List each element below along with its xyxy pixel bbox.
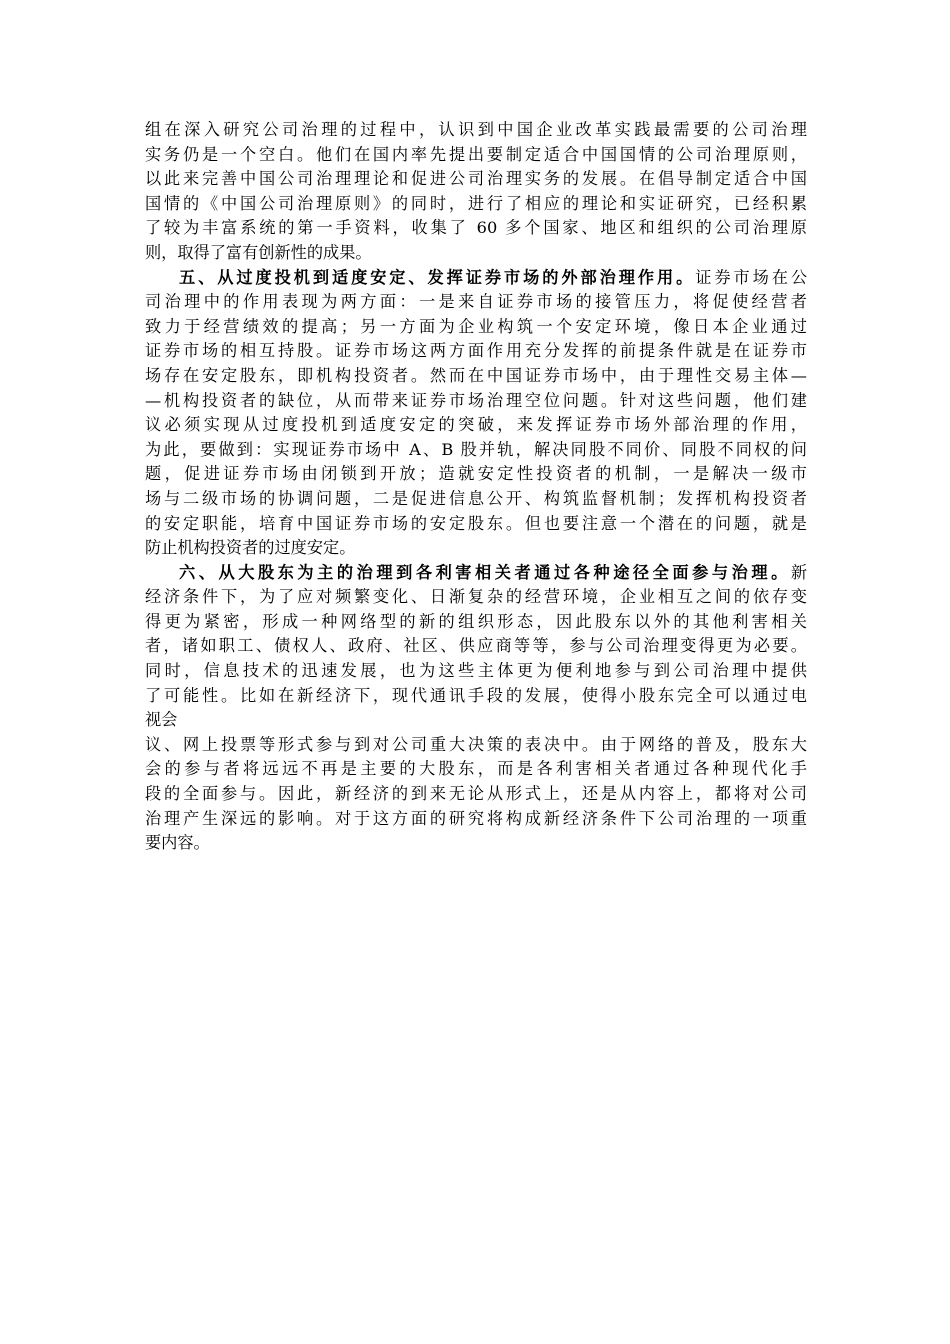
text-line: 证券市场的相互持股。证券市场这两方面作用充分发挥的前提条件就是在证券市 xyxy=(145,341,807,361)
text-line: 议、网上投票等形式参与到对公司重大决策的表决中。由于网络的普及，股东大 xyxy=(145,734,807,754)
text-line: 了可能性。比如在新经济下，现代通讯手段的发展，使得小股东完全可以通过电 xyxy=(145,685,807,705)
section-5-first-line-rest: 证券市场在公 xyxy=(695,267,808,287)
text-line: 题，促进证券市场由闭锁到开放；造就安定性投资者的机制，一是解决一级市 xyxy=(145,464,807,484)
text-line: 得更为紧密，形成一种网络型的新的组织形态，因此股东以外的其他利害相关 xyxy=(145,611,807,631)
text-line: 以此来完善中国公司治理理论和促进公司治理实务的发展。在倡导制定适合中国 xyxy=(145,169,807,189)
text-line: 实务仍是一个空白。他们在国内率先提出要制定适合中国国情的公司治理原则， xyxy=(145,144,807,164)
text-line: 段的全面参与。因此，新经济的到来无论从形式上，还是从内容上，都将对公司 xyxy=(145,784,807,804)
text-line: 司治理中的作用表现为两方面：一是来自证券市场的接管压力，将促使经营者 xyxy=(145,292,807,312)
text-line: 的安定职能，培育中国证券市场的安定股东。但也要注意一个潜在的问题，就是 xyxy=(145,513,807,533)
text-line: 会的参与者将远远不再是主要的大股东，而是各利害相关者通过各种现代化手 xyxy=(145,759,807,779)
section-6-first-line xyxy=(145,561,807,586)
text-line: 为此，要做到：实现证券市场中 A、B 股并轨，解决同股不同价、同股不同权的问 xyxy=(145,439,807,459)
text-line: 国情的《中国公司治理原则》的同时，进行了相应的理论和实证研究，已经积累 xyxy=(145,193,807,213)
text-line: 则，取得了富有创新性的成果。 xyxy=(145,242,372,262)
text-line: —机构投资者的缺位，从而带来证券市场治理空位问题。针对这些问题，他们建 xyxy=(145,390,807,410)
text-line: 组在深入研究公司治理的过程中，认识到中国企业改革实践最需要的公司治理 xyxy=(145,120,807,139)
paragraph-section-5 xyxy=(145,266,807,561)
text-line: 者，诸如职工、债权人、政府、社区、供应商等等，参与公司治理变得更为必要。 xyxy=(145,636,807,656)
text-line: 场与二级市场的协调问题，二是促进信息公开、构筑监督机制；发挥机构投资者 xyxy=(145,488,807,508)
text-line: 同时，信息技术的迅速发展，也为这些主体更为便利地参与到公司治理中提供 xyxy=(145,661,807,681)
text-line: 场存在安定股东，即机构投资者。然而在中国证券市场中，由于理性交易主体— xyxy=(145,365,807,385)
section-6-heading: 六、从大股东为主的治理到各利害相关者通过各种途径全面参与治理。 xyxy=(179,562,791,582)
text-line: 议必须实现从过度投机到适度安定的突破，来发挥证券市场外部治理的作用， xyxy=(145,415,807,435)
text-line: 视会 xyxy=(145,710,178,730)
text-line: 治理产生深远的影响。对于这方面的研究将构成新经济条件下公司治理的一项重 xyxy=(145,808,807,828)
text-line: 经济条件下，为了应对频繁变化、日渐复杂的经营环境，企业相互之间的依存变 xyxy=(145,587,807,607)
document-body xyxy=(145,118,807,856)
paragraph-section-6 xyxy=(145,561,807,856)
paragraph-intro xyxy=(145,118,807,266)
section-5-first-line xyxy=(145,266,807,291)
text-line: 防止机构投资者的过度安定。 xyxy=(145,538,356,558)
section-6-first-line-rest: 新 xyxy=(790,562,807,582)
text-line: 致力于经营绩效的提高；另一方面为企业构筑一个安定环境，像日本企业通过 xyxy=(145,316,807,336)
text-line: 要内容。 xyxy=(145,833,210,853)
text-line: 了较为丰富系统的第一手资料，收集了 60 多个国家、地区和组织的公司治理原 xyxy=(145,218,807,238)
section-5-heading: 五、从过度投机到适度安定、发挥证券市场的外部治理作用。 xyxy=(179,267,696,287)
